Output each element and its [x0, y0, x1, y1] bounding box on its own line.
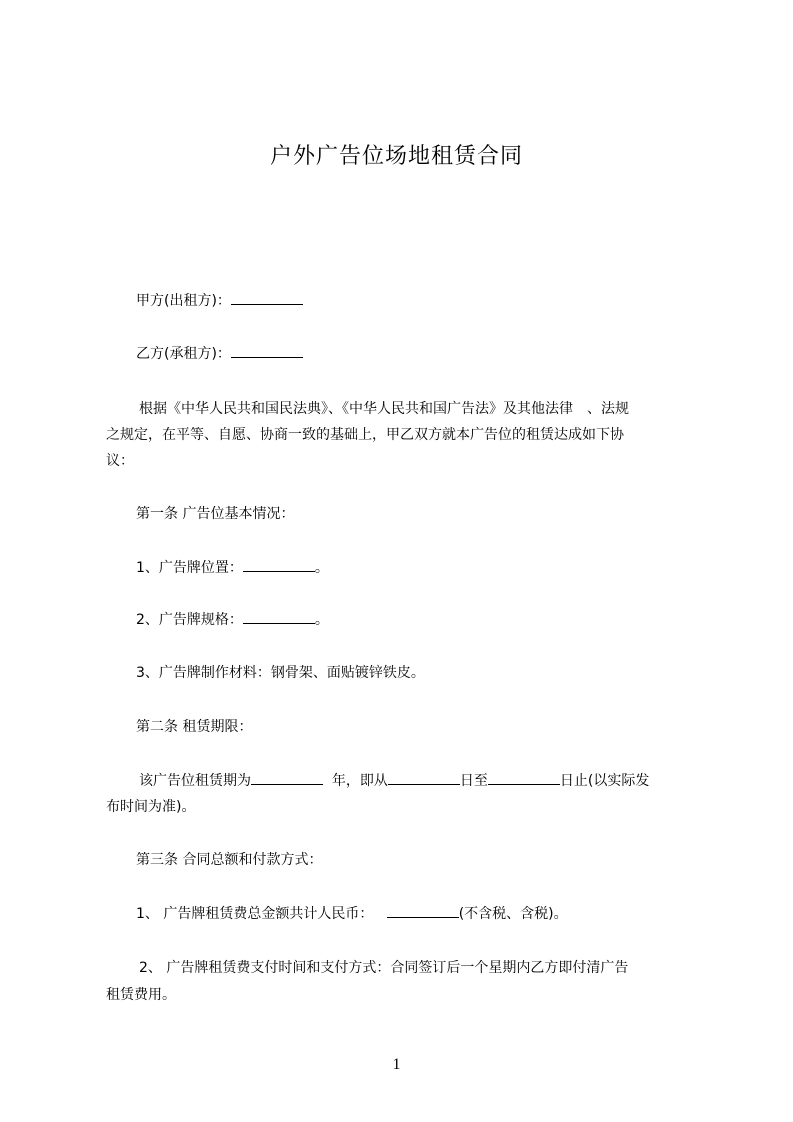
item-1-1-blank: [243, 557, 315, 572]
item-1-2-label: 2、广告牌规格：: [136, 612, 243, 628]
party-a-line: [136, 287, 303, 315]
article-1-heading: 第一条 广告位基本情况：: [136, 506, 295, 522]
preamble-line-2: 之规定，在平等、自愿、协商一致的基础上，甲乙双方就本广告位的租赁达成如下协: [106, 427, 624, 443]
lease-term-line-2: 布时间为准)。: [106, 799, 196, 815]
item-1-1-suffix: 。: [314, 560, 329, 576]
preamble-line-1: 根据《中华人民共和国民法典》、《中华人民共和国广告法》及其他法律 、法规: [139, 401, 629, 417]
item-1-2-suffix: 。: [314, 612, 329, 628]
lease-prefix: 该广告位租赁期为: [139, 773, 251, 789]
lease-end-blank: [488, 770, 560, 785]
item-3-1: [136, 900, 568, 928]
item-3-2-line-1: 2、 广告牌租赁费支付时间和支付方式：合同签订后一个星期内乙方即付清广告: [139, 960, 629, 976]
item-3-1-suffix: (不含税、含税)。: [458, 906, 568, 922]
document-title: 户外广告位场地租赁合同: [269, 144, 523, 169]
party-a-label: 甲方(出租方)：: [136, 293, 231, 309]
item-3-2-line-2: 租赁费用。: [106, 987, 176, 1003]
item-1-2-blank: [243, 609, 315, 624]
lease-start-blank: [388, 770, 460, 785]
item-3-1-blank: [387, 903, 459, 918]
party-b-line: [136, 340, 303, 368]
item-3-1-label: 1、 广告牌租赁费总金额共计人民币：: [136, 906, 374, 922]
lease-day-end: 日止(以实际发: [559, 773, 650, 789]
party-a-blank: [231, 290, 303, 305]
page-number: 1: [392, 1056, 401, 1073]
lease-term-line-1: [139, 767, 649, 795]
preamble-line-3: 议：: [106, 453, 134, 469]
item-1-1-label: 1、广告牌位置：: [136, 560, 243, 576]
item-1-1: [136, 554, 329, 582]
item-1-3: 3、广告牌制作材料：钢骨架、面贴镀锌铁皮。: [136, 665, 425, 681]
article-3-heading: 第三条 合同总额和付款方式：: [136, 852, 323, 868]
lease-year-text: 年，即从: [331, 773, 388, 789]
article-2-heading: 第二条 租赁期限：: [136, 719, 253, 735]
lease-day-to: 日至: [459, 773, 488, 789]
party-b-label: 乙方(承租方)：: [136, 346, 231, 362]
item-1-2: [136, 606, 329, 634]
party-b-blank: [231, 343, 303, 358]
lease-years-blank: [251, 770, 323, 785]
